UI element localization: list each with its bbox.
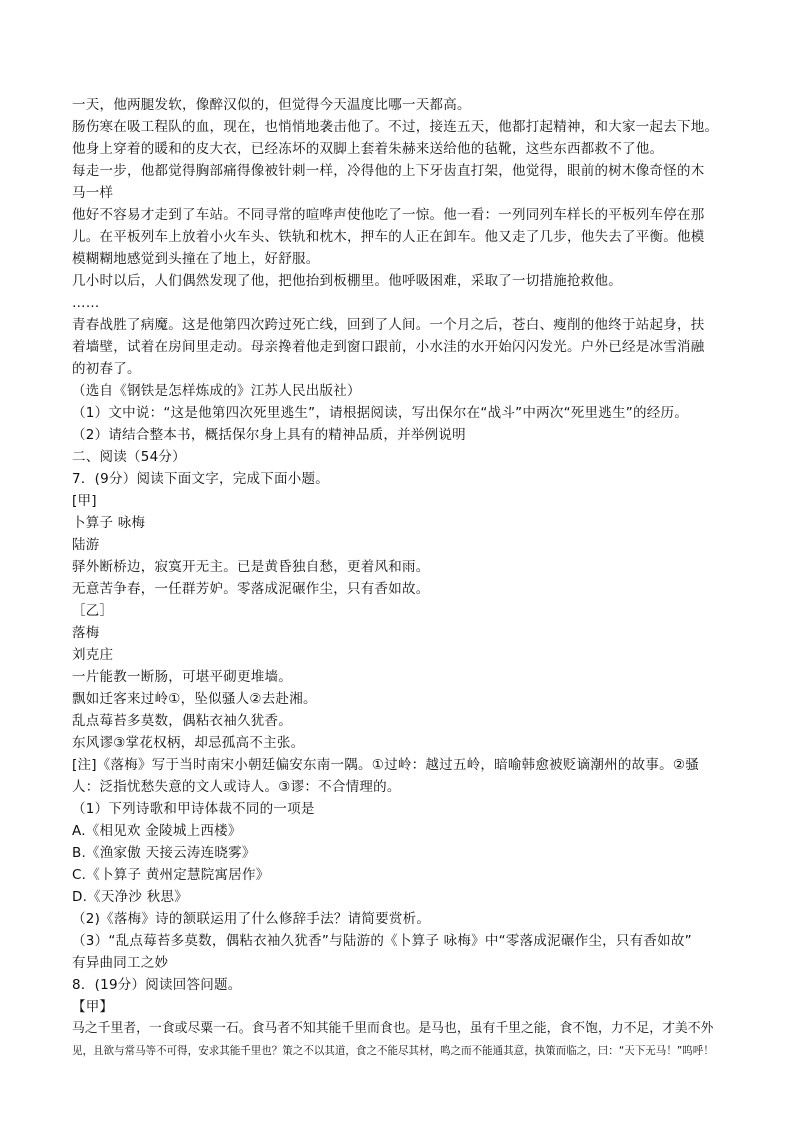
poem-b-line: 东风谬③掌花权柄，却忌孤高不主张。: [72, 735, 305, 751]
poem-a-line: 无意苦争春，一任群芳妒。零落成泥碾作尘，只有香如故。: [72, 581, 430, 597]
question-7-1: （1）下列诗歌和甲诗体裁不同的一项是: [72, 801, 315, 817]
passage-a-line: 马之千里者，一食或尽粟一石。食马者不知其能千里而食也。是马也，虽有千里之能，食不饱，力不足，才美不外: [72, 1021, 714, 1036]
text-line: 几小时以后，人们偶然发现了他，把他抬到板棚里。他呼吸困难，采取了一切措施抢救他。: [72, 273, 622, 289]
option-c: C.《卜算子 黄州定慧院寓居作》: [72, 867, 270, 883]
question-7-3: （3）“乱点莓苔多莫数，偶粘衣袖久犹香”与陆游的《卜算子 咏梅》中“零落成泥碾作尘，只有香如故”: [72, 933, 692, 949]
poem-b-title: 落梅: [72, 625, 100, 641]
text-line: 青春战胜了病魔。这是他第四次跨过死亡线，回到了人间。一个月之后，苍白、瘦削的他终于站起身，扶: [72, 317, 705, 333]
poem-b-line: 一片能教一断肠，可堪平砌更堆墙。: [72, 669, 292, 685]
question-7-heading: 7．(9分）阅读下面文字，完成下面小题。: [72, 471, 329, 487]
text-line: 马一样: [72, 185, 114, 201]
poem-a-title: 卜算子 咏梅: [72, 515, 146, 531]
poem-note: [注]《落梅》写于当时南宋小朝廷偏安东南一隅。①过岭：越过五岭，暗喻韩愈被贬谪潮州的故事。②骚: [72, 757, 699, 773]
passage-a-line: 见，且欲与常马等不可得，安求其能千里也？策之不以其道，食之不能尽其材，鸣之而不能通其意，执策而临之，曰：“天下无马！”呜呼！: [72, 1045, 714, 1057]
poem-a-line: 驿外断桥边，寂寞开无主。已是黄昏独自愁，更着风和雨。: [72, 559, 430, 575]
poem-b-line: 乱点莓苔多莫数，偶粘衣袖久犹香。: [72, 713, 292, 729]
poem-a-author: 陆游: [72, 537, 100, 553]
text-line: 着墙壁，试着在房间里走动。母亲搀着他走到窗口跟前，小水洼的水开始闪闪发光。户外已经是冰雪消融: [72, 339, 705, 355]
poem-b-marker: ［乙］: [72, 603, 114, 619]
text-line: 肠伤寒在吸工程队的血，现在，也悄悄地袭击他了。不过，接连五天，他都打起精神，和大家一起去下地。: [72, 119, 719, 135]
text-line: 的初春了。: [72, 361, 141, 377]
section-heading: 二、阅读（54分）: [72, 449, 186, 465]
text-line: 他好不容易才走到了车站。不同寻常的喧哗声使他吃了一惊。他一看：一列同列车样长的平板列车停在那: [72, 207, 705, 223]
text-line: 他身上穿着的暖和的皮大衣，已经冻坏的双脚上套着朱赫来送给他的毡靴，这些东西都救不了他。: [72, 141, 664, 157]
poem-note: 人：泛指忧愁失意的文人或诗人。③谬：不合情理的。: [72, 779, 401, 795]
text-line: 模糊糊地感觉到头撞在了地上，好舒服。: [72, 251, 320, 267]
passage-a-marker: 【甲】: [72, 999, 114, 1015]
question-7-3: 有异曲同工之妙: [72, 955, 169, 971]
document-body: [72, 94, 730, 1062]
poem-b-line: 飘如迁客来过岭①，坠似骚人②去赴湘。: [72, 691, 317, 707]
text-line: 每走一步，他都觉得胸部痛得像被针刺一样，冷得他的上下牙齿直打架，他觉得，眼前的树木像奇怪的木: [72, 163, 705, 179]
question-1: （1）文中说：“这是他第四次死里逃生”，请根据阅读，写出保尔在“战斗”中两次“死里逃生”的经历。: [72, 405, 689, 421]
ellipsis-line: ……: [72, 295, 100, 311]
question-2: （2）请结合整本书，概括保尔身上具有的精神品质，并举例说明: [72, 427, 466, 443]
question-7-2: （2)《落梅》诗的颔联运用了什么修辞手法？请简要赏析。: [72, 911, 431, 927]
source-citation: （选自《钢铁是怎样炼成的》江苏人民出版社）: [72, 383, 361, 399]
poem-a-marker: [甲]: [72, 493, 97, 509]
option-d: D.《天净沙 秋思》: [72, 889, 188, 905]
question-8-heading: 8．(19分）阅读回答问题。: [72, 977, 242, 993]
poem-b-author: 刘克庄: [72, 647, 114, 663]
option-b: B.《渔家傲 天接云涛连晓雾》: [72, 845, 256, 861]
text-line: 儿。在平板列车上放着小火车头、铁轨和枕木，押车的人正在卸车。他又走了几步，他失去了平衡。他模: [72, 229, 705, 245]
text-line: 一天，他两腿发软，像醉汉似的，但觉得今天温度比哪一天都高。: [72, 97, 471, 113]
option-a: A.《相见欢 金陵城上西楼》: [72, 823, 242, 839]
